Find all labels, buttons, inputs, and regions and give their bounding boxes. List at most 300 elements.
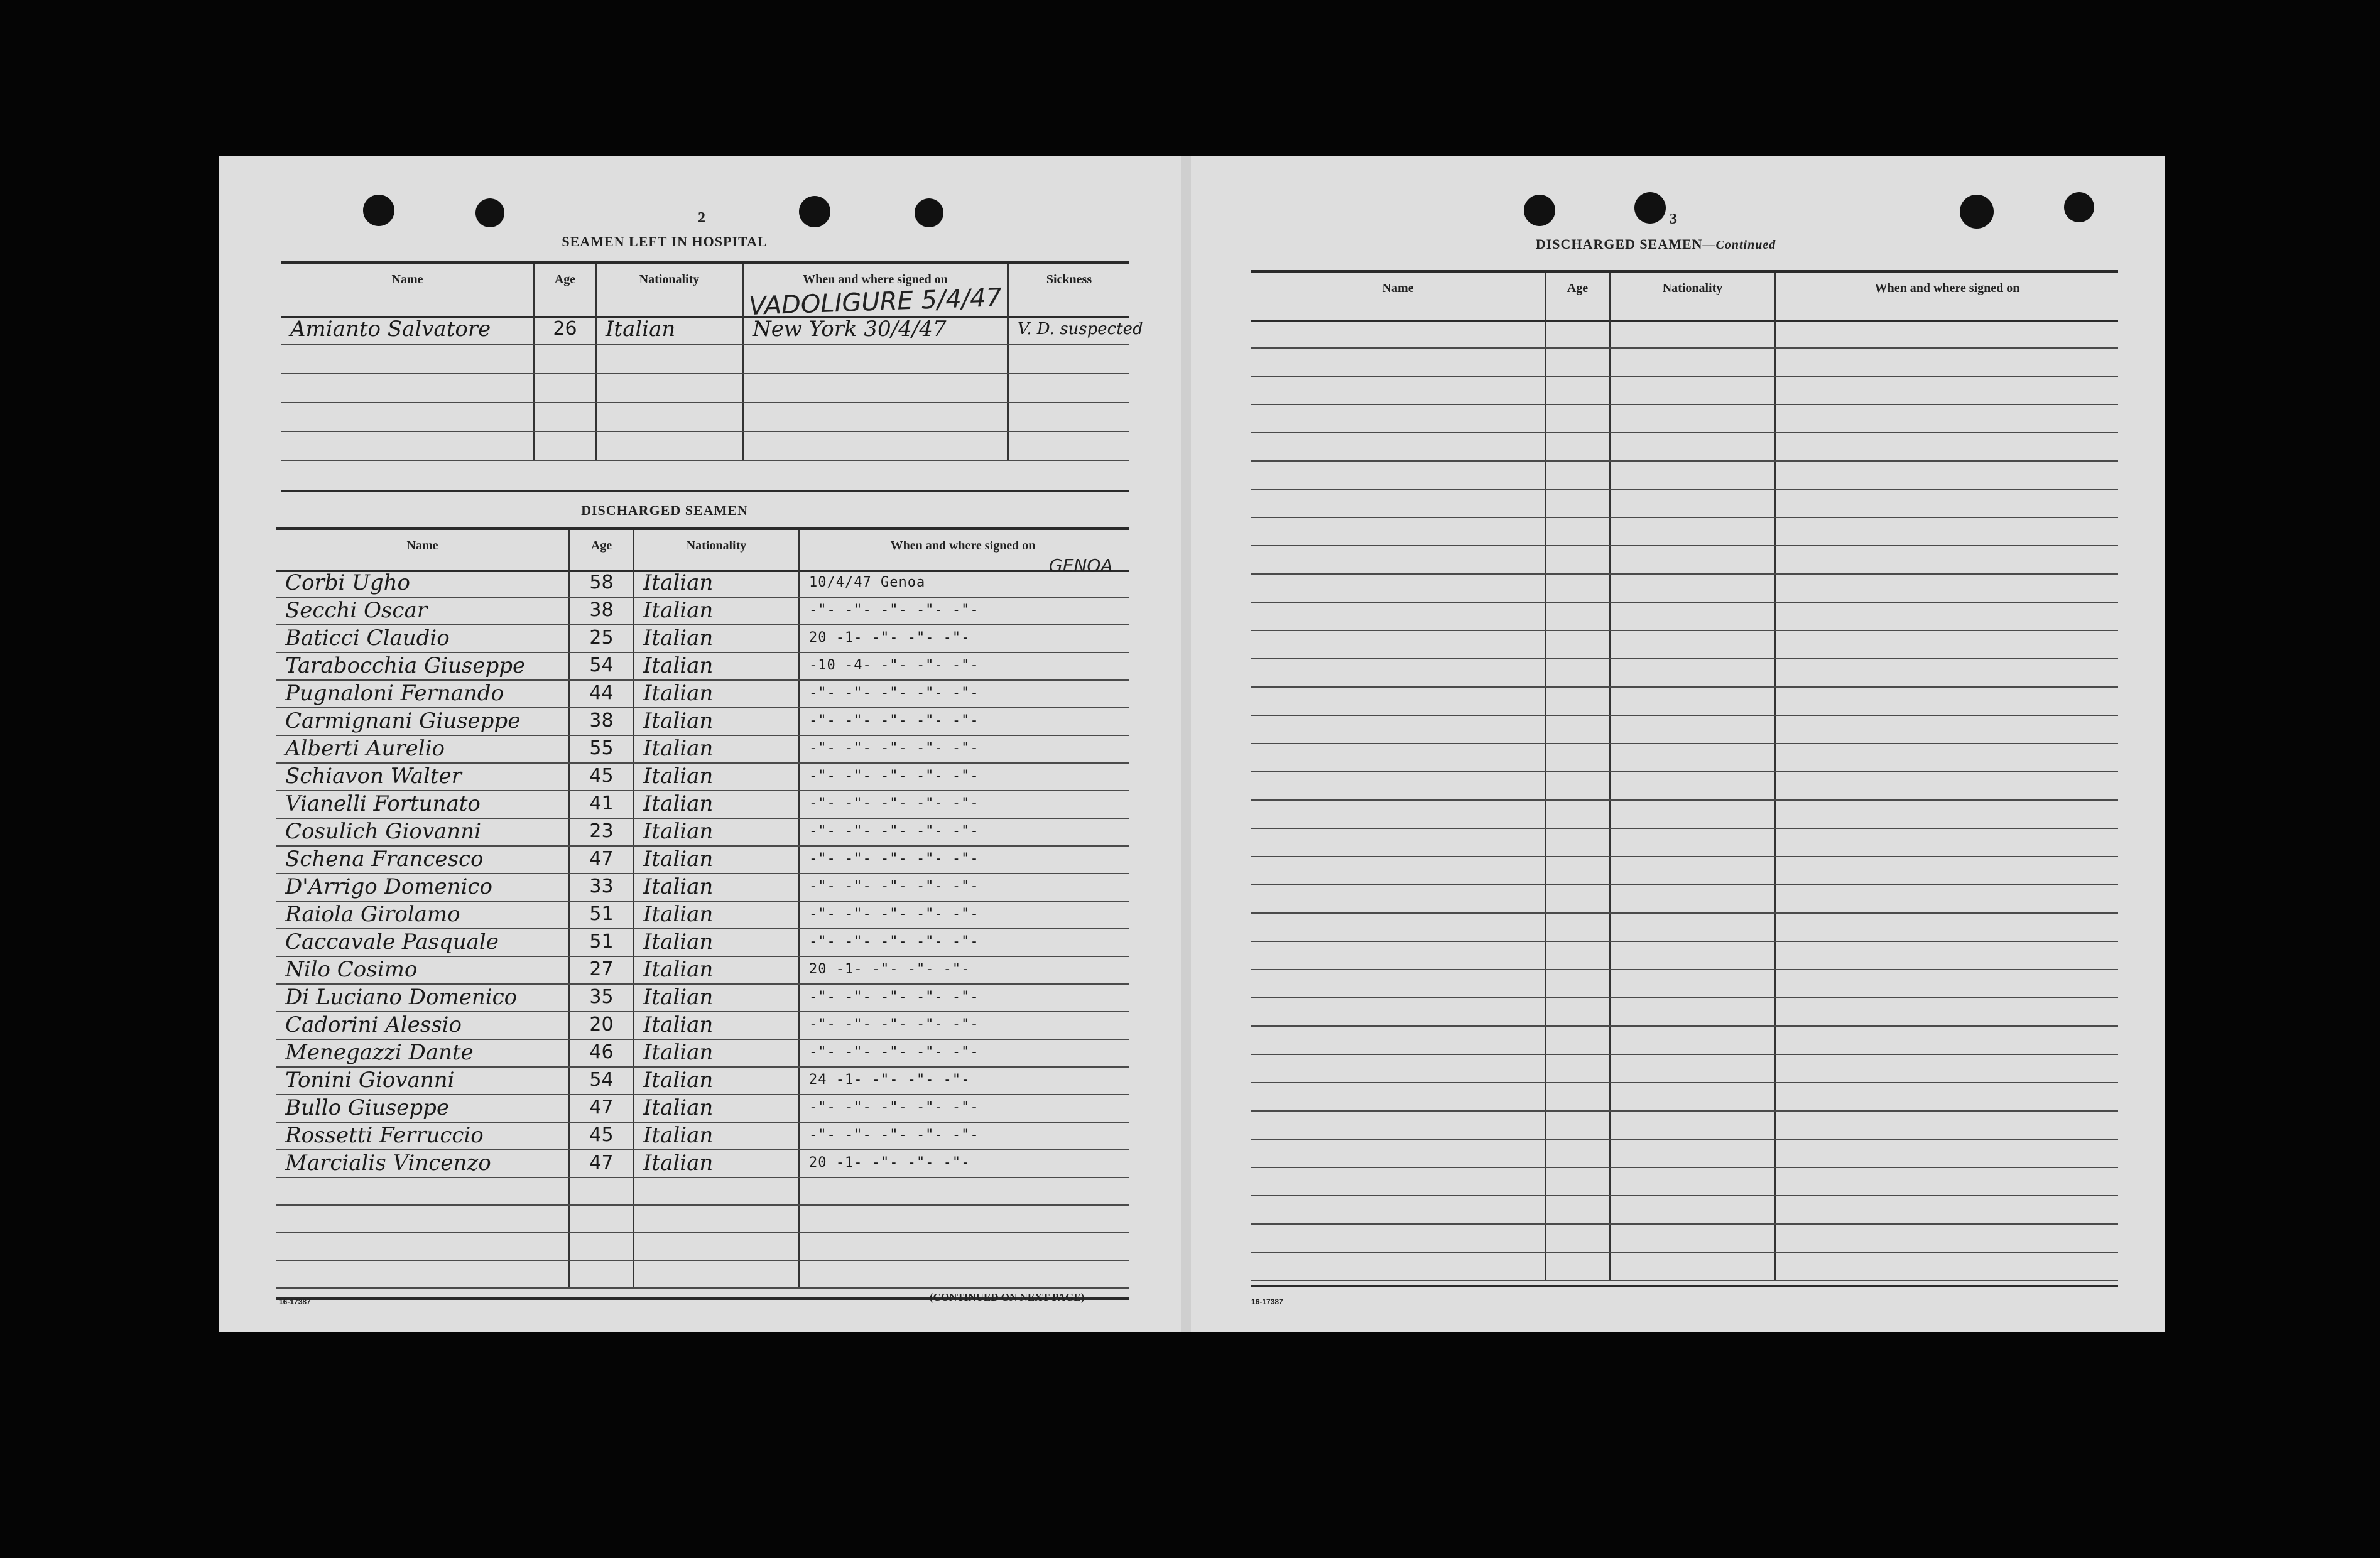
empty-cell <box>1776 575 2118 602</box>
empty-cell <box>1546 631 1611 658</box>
empty-cell <box>1251 1196 1546 1223</box>
discharged-rows <box>276 570 1129 1289</box>
table-row <box>1251 772 2118 801</box>
empty-cell <box>1251 518 1546 545</box>
table-row <box>1251 885 2118 914</box>
table-row <box>1251 942 2118 970</box>
discharged-table-header <box>276 530 1129 572</box>
table-row <box>1251 970 2118 998</box>
seaman-age: 58 <box>570 570 634 597</box>
seaman-name: Schiavon Walter <box>276 764 570 790</box>
table-row <box>276 1261 1129 1289</box>
empty-cell <box>1546 377 1611 404</box>
continued-table-header <box>1251 273 2118 322</box>
seaman-name: Vianelli Fortunato <box>276 791 570 818</box>
empty-cell <box>1546 829 1611 856</box>
seaman-name: Bullo Giuseppe <box>276 1095 570 1122</box>
seaman-nationality: Italian <box>634 570 800 597</box>
seaman-name: Rossetti Ferruccio <box>276 1123 570 1149</box>
seaman-age: 45 <box>570 764 634 790</box>
table-row <box>1251 1112 2118 1140</box>
seaman-name: Carmignani Giuseppe <box>276 708 570 735</box>
empty-cell <box>1776 885 2118 912</box>
empty-cell <box>1776 1225 2118 1252</box>
seaman-age: 35 <box>570 985 634 1011</box>
table-row <box>276 764 1129 791</box>
empty-cell <box>1251 1225 1546 1252</box>
empty-cell <box>1251 1140 1546 1167</box>
empty-cell <box>1611 970 1776 997</box>
empty-cell <box>1776 405 2118 432</box>
seaman-signed-on: -"- -"- -"- -"- -"- <box>809 1017 979 1032</box>
empty-cell <box>1776 857 2118 884</box>
empty-cell <box>1611 1083 1776 1110</box>
empty-cell <box>1546 659 1611 686</box>
table-row <box>1251 998 2118 1027</box>
seaman-age: 25 <box>570 625 634 652</box>
genoa-note: GENOA <box>1049 555 1113 576</box>
empty-cell <box>634 1261 800 1287</box>
empty-cell <box>1776 942 2118 969</box>
seaman-name: Raiola Girolamo <box>276 902 570 928</box>
empty-cell <box>1611 1168 1776 1195</box>
table-row <box>1251 1196 2118 1225</box>
table-row <box>1251 575 2118 603</box>
seaman-signed-on: -"- -"- -"- -"- -"- <box>809 1044 979 1060</box>
seaman-age: 20 <box>570 1012 634 1039</box>
table-row <box>1251 518 2118 546</box>
seaman-name: Amianto Salvatore <box>281 316 535 344</box>
col-header-nationality: Nationality <box>1611 273 1776 320</box>
empty-cell <box>800 1233 1126 1260</box>
empty-cell <box>1776 433 2118 460</box>
empty-cell <box>1251 320 1546 347</box>
empty-cell <box>1546 716 1611 743</box>
seaman-signed-on: -"- -"- -"- -"- -"- <box>809 1100 979 1115</box>
empty-cell <box>1776 744 2118 771</box>
seaman-nationality: Italian <box>634 598 800 624</box>
col-header-age: Age <box>1546 273 1611 320</box>
seaman-name: Tarabocchia Giuseppe <box>276 653 570 679</box>
empty-cell <box>570 1206 634 1232</box>
empty-cell <box>1611 885 1776 912</box>
empty-cell <box>1251 998 1546 1025</box>
punch-hole-icon <box>1524 195 1555 226</box>
empty-cell <box>1611 1027 1776 1054</box>
empty-cell <box>1546 433 1611 460</box>
table-row <box>276 598 1129 625</box>
table-row <box>1251 320 2118 349</box>
table-row <box>1251 1168 2118 1196</box>
empty-cell <box>1611 518 1776 545</box>
table-row <box>276 791 1129 819</box>
table-row <box>281 374 1129 403</box>
seaman-name: Cosulich Giovanni <box>276 819 570 845</box>
seaman-name: Pugnaloni Fernando <box>276 681 570 707</box>
col-header-signed-on: When and where signed on <box>744 264 1009 316</box>
empty-cell <box>1251 1027 1546 1054</box>
seaman-age: 46 <box>570 1040 634 1066</box>
empty-cell <box>1776 1112 2118 1139</box>
seaman-nationality: Italian <box>634 736 800 762</box>
empty-cell <box>1251 631 1546 658</box>
empty-cell <box>1546 575 1611 602</box>
seaman-age: 27 <box>570 957 634 983</box>
form-number: 16-17387 <box>279 1297 311 1306</box>
empty-cell <box>1776 490 2118 517</box>
empty-cell <box>1546 1140 1611 1167</box>
empty-cell <box>1776 998 2118 1025</box>
seaman-signed-on: -"- -"- -"- -"- -"- <box>809 713 979 728</box>
table-row <box>1251 405 2118 433</box>
empty-cell <box>1776 1027 2118 1054</box>
seaman-signed-on: -"- -"- -"- -"- -"- <box>809 1127 979 1143</box>
continued-table <box>1251 270 2118 1287</box>
empty-cell <box>1251 575 1546 602</box>
seaman-age: 55 <box>570 736 634 762</box>
punch-hole-icon <box>915 198 943 227</box>
punch-hole-icon <box>1960 195 1994 229</box>
seaman-signed-on: -"- -"- -"- -"- -"- <box>809 934 979 949</box>
seaman-signed-on: 20 -1- -"- -"- -"- <box>809 961 970 977</box>
punch-hole-icon <box>1634 192 1666 224</box>
empty-cell <box>1611 914 1776 941</box>
seaman-signed-on: -"- -"- -"- -"- -"- <box>809 879 979 894</box>
seaman-nationality: Italian <box>634 653 800 679</box>
empty-cell <box>1546 801 1611 828</box>
table-row <box>1251 490 2118 518</box>
punch-hole-icon <box>363 195 394 226</box>
seaman-name: Tonini Giovanni <box>276 1068 570 1094</box>
empty-cell <box>1611 1225 1776 1252</box>
seaman-signed-on: -"- -"- -"- -"- -"- <box>809 851 979 867</box>
empty-cell <box>1611 942 1776 969</box>
empty-cell <box>1546 1055 1611 1082</box>
empty-cell <box>1611 575 1776 602</box>
empty-cell <box>1251 716 1546 743</box>
empty-cell <box>1611 998 1776 1025</box>
seaman-age: 41 <box>570 791 634 818</box>
empty-cell <box>1251 801 1546 828</box>
empty-cell <box>1611 1196 1776 1223</box>
punch-hole-icon <box>475 198 504 227</box>
seaman-sickness: V. D. suspected <box>1018 320 1143 338</box>
empty-cell <box>1251 433 1546 460</box>
table-row <box>1251 1225 2118 1253</box>
seaman-nationality: Italian <box>634 819 800 845</box>
table-row <box>276 847 1129 874</box>
empty-cell <box>1611 603 1776 630</box>
table-row <box>281 403 1129 432</box>
hospital-section-title: SEAMEN LEFT IN HOSPITAL <box>562 234 768 249</box>
empty-cell <box>1251 377 1546 404</box>
table-row <box>1251 914 2118 942</box>
seaman-age: 45 <box>570 1123 634 1149</box>
empty-cell <box>1546 405 1611 432</box>
empty-cell <box>1776 1253 2118 1280</box>
empty-cell <box>1611 377 1776 404</box>
empty-cell <box>1611 349 1776 376</box>
seaman-nationality: Italian <box>634 874 800 901</box>
empty-cell <box>1776 518 2118 545</box>
col-header-name: Name <box>1251 273 1546 320</box>
seaman-name: Nilo Cosimo <box>276 957 570 983</box>
empty-cell <box>1251 546 1546 573</box>
empty-cell <box>1546 518 1611 545</box>
table-row <box>1251 688 2118 716</box>
col-header-name: Name <box>281 264 535 316</box>
seaman-nationality: Italian <box>634 1095 800 1122</box>
empty-cell <box>1776 970 2118 997</box>
table-row <box>1251 433 2118 462</box>
table-row <box>276 653 1129 681</box>
empty-cell <box>1776 546 2118 573</box>
empty-cell <box>276 1261 570 1287</box>
empty-cell <box>1251 857 1546 884</box>
hospital-table <box>281 261 1143 492</box>
empty-cell <box>1611 1253 1776 1280</box>
col-header-name: Name <box>276 530 570 570</box>
table-row <box>1251 1253 2118 1281</box>
table-row <box>281 345 1129 374</box>
col-header-age: Age <box>535 264 597 316</box>
table-row <box>1251 801 2118 829</box>
empty-cell <box>1251 1083 1546 1110</box>
empty-cell <box>1251 1055 1546 1082</box>
continued-note: (CONTINUED ON NEXT PAGE) <box>930 1291 1085 1303</box>
empty-cell <box>1776 829 2118 856</box>
empty-cell <box>1251 744 1546 771</box>
empty-cell <box>1611 546 1776 573</box>
table-row <box>276 1123 1129 1150</box>
empty-cell <box>1546 998 1611 1025</box>
table-row <box>1251 1083 2118 1112</box>
seaman-name: Cadorini Alessio <box>276 1012 570 1039</box>
seaman-signed-on: -"- -"- -"- -"- -"- <box>809 823 979 839</box>
empty-cell <box>1611 490 1776 517</box>
empty-cell <box>1546 349 1611 376</box>
table-row <box>1251 1055 2118 1083</box>
empty-cell <box>1611 829 1776 856</box>
empty-cell <box>634 1206 800 1232</box>
title-suffix: —Continued <box>1702 238 1776 252</box>
table-row <box>276 1095 1129 1123</box>
empty-cell <box>1611 1055 1776 1082</box>
table-row <box>276 1040 1129 1068</box>
seaman-nationality: Italian <box>634 791 800 818</box>
empty-cell <box>800 1261 1126 1287</box>
empty-cell <box>1776 377 2118 404</box>
empty-cell <box>1251 970 1546 997</box>
seaman-name: Alberti Aurelio <box>276 736 570 762</box>
empty-cell <box>1776 349 2118 376</box>
empty-cell <box>570 1261 634 1287</box>
table-row <box>276 902 1129 929</box>
seaman-signed-on: 20 -1- -"- -"- -"- <box>809 1155 970 1171</box>
col-header-nationality: Nationality <box>597 264 744 316</box>
table-row <box>1251 349 2118 377</box>
table-row <box>276 1012 1129 1040</box>
seaman-nationality: Italian <box>634 1040 800 1066</box>
empty-cell <box>1546 1083 1611 1110</box>
empty-cell <box>276 1178 570 1204</box>
empty-cell <box>634 1233 800 1260</box>
seaman-nationality: Italian <box>634 764 800 790</box>
port-stamp: VADOLIGURE 5/4/47 <box>748 283 1003 322</box>
empty-cell <box>1251 490 1546 517</box>
empty-cell <box>1546 1168 1611 1195</box>
seaman-signed-on: 10/4/47 Genoa <box>809 575 926 590</box>
table-row <box>276 819 1129 847</box>
table-row <box>1251 1140 2118 1168</box>
seaman-age: 47 <box>570 1150 634 1177</box>
seaman-age: 54 <box>570 1068 634 1094</box>
seaman-signed-on: -"- -"- -"- -"- -"- <box>809 740 979 756</box>
empty-cell <box>1546 1225 1611 1252</box>
seaman-age: 33 <box>570 874 634 901</box>
table-row <box>276 1068 1129 1095</box>
seaman-nationality: Italian <box>634 681 800 707</box>
empty-cell <box>1611 857 1776 884</box>
empty-cell <box>570 1233 634 1260</box>
table-row <box>276 1233 1129 1261</box>
page-fold <box>1181 156 1191 1332</box>
seaman-signed-on: -"- -"- -"- -"- -"- <box>809 685 979 701</box>
seaman-signed-on: -"- -"- -"- -"- -"- <box>809 989 979 1005</box>
empty-cell <box>1776 801 2118 828</box>
seaman-age: 47 <box>570 1095 634 1122</box>
empty-cell <box>1611 433 1776 460</box>
empty-cell <box>1251 942 1546 969</box>
table-row <box>276 985 1129 1012</box>
empty-cell <box>1776 1196 2118 1223</box>
empty-cell <box>1251 659 1546 686</box>
empty-cell <box>1611 405 1776 432</box>
punch-hole-icon <box>2064 192 2094 222</box>
empty-cell <box>1546 970 1611 997</box>
seaman-nationality: Italian <box>634 1123 800 1149</box>
empty-cell <box>634 1178 800 1204</box>
seaman-name: Schena Francesco <box>276 847 570 873</box>
empty-cell <box>1546 1253 1611 1280</box>
table-row <box>276 708 1129 736</box>
empty-cell <box>1776 716 2118 743</box>
seaman-signed-on: -10 -4- -"- -"- -"- <box>809 657 979 673</box>
empty-cell <box>1776 772 2118 799</box>
discharged-continued-title <box>1467 236 1844 252</box>
empty-cell <box>1251 1112 1546 1139</box>
form-number: 16-17387 <box>1251 1297 1283 1306</box>
table-row <box>1251 857 2118 885</box>
table-row <box>276 957 1129 985</box>
empty-cell <box>1776 688 2118 715</box>
right-page <box>1191 156 2165 1332</box>
seaman-nationality: Italian <box>634 1068 800 1094</box>
seaman-age: 23 <box>570 819 634 845</box>
seaman-nationality: Italian <box>634 985 800 1011</box>
table-row <box>1251 1027 2118 1055</box>
empty-cell <box>1776 1083 2118 1110</box>
empty-cell <box>1251 772 1546 799</box>
table-row <box>1251 829 2118 857</box>
seaman-nationality: Italian <box>634 929 800 956</box>
empty-cell <box>1776 631 2118 658</box>
seaman-signed-on: -"- -"- -"- -"- -"- <box>809 602 979 618</box>
seaman-age: 51 <box>570 902 634 928</box>
col-header-sickness: Sickness <box>1046 273 1092 286</box>
empty-cell <box>1251 688 1546 715</box>
punch-hole-icon <box>799 196 830 227</box>
seaman-nationality: Italian <box>634 625 800 652</box>
table-row <box>1251 603 2118 631</box>
left-page <box>219 156 1181 1332</box>
seaman-name: D'Arrigo Domenico <box>276 874 570 901</box>
empty-cell <box>1546 320 1611 347</box>
empty-cell <box>1776 603 2118 630</box>
table-row <box>276 736 1129 764</box>
empty-cell <box>276 1206 570 1232</box>
empty-cell <box>1611 1112 1776 1139</box>
col-header-signed-on: When and where signed on <box>890 539 1036 553</box>
seaman-age: 54 <box>570 653 634 679</box>
empty-cell <box>1251 885 1546 912</box>
table-row <box>1251 659 2118 688</box>
seaman-age: 51 <box>570 929 634 956</box>
table-row <box>281 316 1143 345</box>
empty-cell <box>1776 1140 2118 1167</box>
empty-cell <box>1546 688 1611 715</box>
empty-cell <box>1251 914 1546 941</box>
seaman-name: Secchi Oscar <box>276 598 570 624</box>
empty-cell <box>1611 631 1776 658</box>
empty-cell <box>1251 405 1546 432</box>
seaman-nationality: Italian <box>634 847 800 873</box>
page-number: 3 <box>1670 211 1677 227</box>
empty-cell <box>1251 462 1546 489</box>
table-row <box>281 432 1129 461</box>
empty-cell <box>1546 914 1611 941</box>
empty-cell <box>1611 320 1776 347</box>
empty-cell <box>1251 349 1546 376</box>
empty-cell <box>1546 1027 1611 1054</box>
table-row <box>1251 462 2118 490</box>
seaman-age: 38 <box>570 598 634 624</box>
seaman-age: 47 <box>570 847 634 873</box>
empty-cell <box>1546 603 1611 630</box>
empty-cell <box>1251 1168 1546 1195</box>
empty-cell <box>1251 603 1546 630</box>
table-row <box>1251 631 2118 659</box>
empty-cell <box>1611 1140 1776 1167</box>
seaman-name: Corbi Ugho <box>276 570 570 597</box>
seaman-signed-on: -"- -"- -"- -"- -"- <box>809 768 979 784</box>
empty-cell <box>1546 942 1611 969</box>
seaman-nationality: Italian <box>634 1150 800 1177</box>
col-header-age: Age <box>570 530 634 570</box>
table-row <box>276 1206 1129 1233</box>
empty-cell <box>1776 320 2118 347</box>
table-row <box>1251 744 2118 772</box>
empty-cell <box>1251 829 1546 856</box>
seaman-nationality: Italian <box>634 708 800 735</box>
empty-cell <box>1251 1253 1546 1280</box>
table-row <box>276 1150 1129 1178</box>
table-row <box>276 681 1129 708</box>
empty-cell <box>1611 688 1776 715</box>
empty-cell <box>1546 462 1611 489</box>
empty-cell <box>1776 1168 2118 1195</box>
hospital-rows <box>281 316 1143 461</box>
